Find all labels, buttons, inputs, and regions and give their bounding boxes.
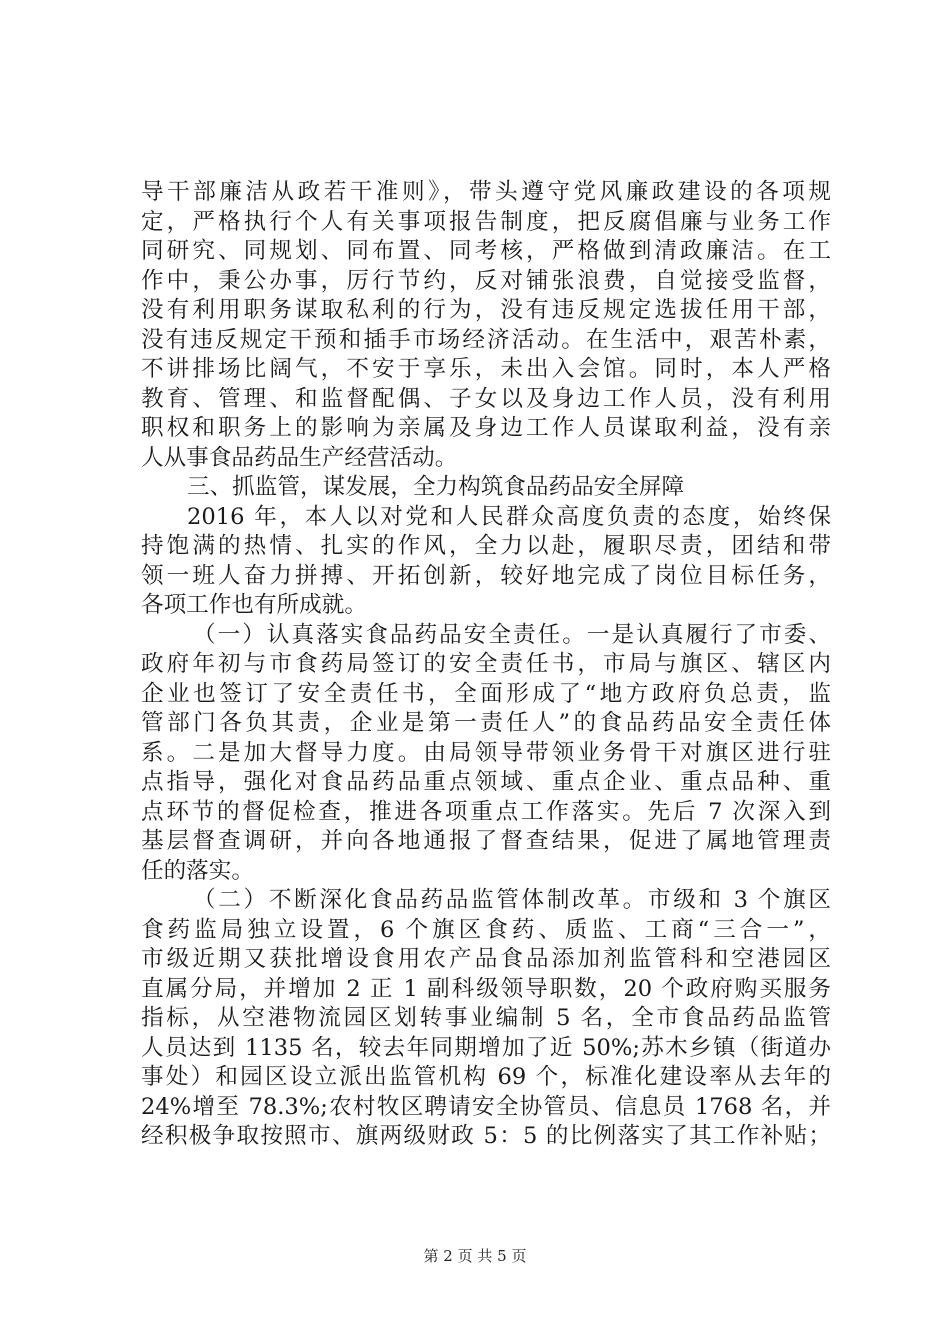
- text-line: 食药监局独立设置，6 个旗区食药、质监、工商“三合一”，: [141, 916, 831, 943]
- text-line: （一）认真落实食品药品安全责任。一是认真履行了市委、: [193, 621, 831, 648]
- text-line: 企业也签订了安全责任书，全面形成了“地方政府负总责，监: [141, 680, 831, 707]
- text-line: 市级近期又获批增设食用农产品食品添加剂监管科和空港园区: [141, 946, 831, 972]
- text-line: 各项工作也有所成就。: [141, 592, 367, 618]
- text-line: 基层督查调研，并向各地通报了督查结果，促进了属地管理责: [141, 828, 831, 854]
- text-line: 不讲排场比阔气，不安于享乐，未出入会馆。同时，本人严格: [141, 356, 831, 382]
- text-line: 点指导，强化对食品药品重点领域、重点企业、重点品种、重: [141, 769, 831, 795]
- text-line: 点环节的督促检查，推进各项重点工作落实。先后 7 次深入到: [141, 798, 831, 825]
- text-line: 同研究、同规划、同布置、同考核，严格做到清政廉洁。在工: [141, 238, 831, 264]
- text-line: 导干部廉洁从政若干准则》，带头遵守党风廉政建设的各项规: [141, 179, 831, 205]
- text-line: 职权和职务上的影响为亲属及身边工作人员谋取利益，没有亲: [141, 415, 831, 441]
- text-line: 政府年初与市食药局签订的安全责任书，市局与旗区、辖区内: [141, 651, 831, 677]
- text-line: 事处）和园区设立派出监管机构 69 个，标准化建设率从去年的: [141, 1064, 831, 1090]
- text-line: 持饱满的热情、扎实的作风，全力以赴，履职尽责，团结和带: [141, 533, 831, 559]
- text-line: 领一班人奋力拼搏、开拓创新，较好地完成了岗位目标任务，: [141, 562, 831, 589]
- text-line: 管部门各负其责，企业是第一责任人”的食品药品安全责任体: [141, 710, 831, 736]
- text-line: 指标，从空港物流园区划转事业编制 5 名，全市食品药品监管: [141, 1005, 831, 1031]
- text-line: 系。二是加大督导力度。由局领导带领业务骨干对旗区进行驻: [141, 739, 831, 766]
- text-line: 直属分局，并增加 2 正 1 副科级领导职数，20 个政府购买服务: [141, 975, 831, 1002]
- text-line: 经积极争取按照市、旗两级财政 5：5 的比例落实了其工作补贴；: [141, 1123, 831, 1149]
- text-line: 作中，秉公办事，厉行节约，反对铺张浪费，自觉接受监督，: [141, 267, 831, 294]
- text-line: （二）不断深化食品药品监管体制改革。市级和 3 个旗区: [193, 887, 831, 913]
- text-line: 24%增至 78.3%;农村牧区聘请安全协管员、信息员 1768 名，并: [141, 1093, 831, 1120]
- page-number-footer: 第 2 页 共 5 页: [423, 1247, 527, 1265]
- text-line: 没有利用职务谋取私利的行为，没有违反规定选拔任用干部，: [141, 297, 831, 323]
- text-line: 没有违反规定干预和插手市场经济活动。在生活中，艰苦朴素，: [141, 326, 831, 353]
- section-heading: 三、抓监管，谋发展，全力构筑食品药品安全屏障: [187, 474, 685, 500]
- document-body: [141, 178, 831, 1152]
- text-line: 教育、管理、和监督配偶、子女以及身边工作人员，没有利用: [141, 385, 831, 412]
- text-line: 人从事食品药品生产经营活动。: [141, 444, 458, 471]
- text-line: 2016 年，本人以对党和人民群众高度负责的态度，始终保: [187, 503, 831, 530]
- text-line: 定，严格执行个人有关事项报告制度，把反腐倡廉与业务工作: [141, 208, 831, 235]
- text-line: 任的落实。: [141, 857, 254, 884]
- text-line: 人员达到 1135 名，较去年同期增加了近 50%;苏木乡镇（街道办: [141, 1034, 831, 1061]
